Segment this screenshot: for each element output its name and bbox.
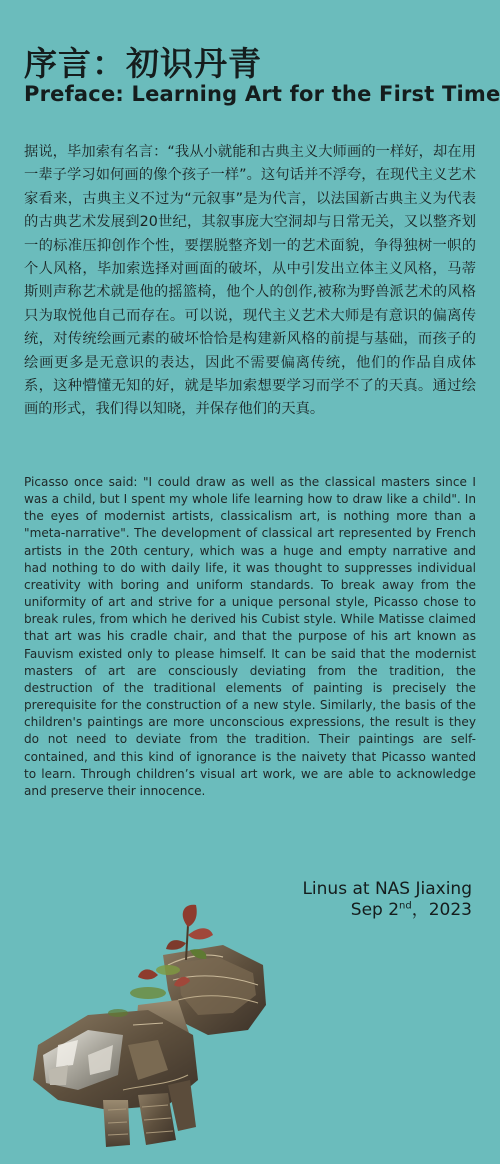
date-year: ，2023 <box>411 900 472 920</box>
sculpture-artwork-image <box>18 895 298 1155</box>
date-ordinal-suffix: nd <box>399 900 412 912</box>
body-text-english: Picasso once said: "I could draw as well as the classical masters since I was a child, but I spent my whole life learning how to draw like a child". In the eyes of modernist artists, classicalism art, is nothing more than a "meta-narrative". The development of classical art represented by French artists in the 20th century, which was a huge and empty narrative and had nothing to do with daily life, it was thought to suppresses individual creativity with boring and uniform standards. To break away from the uniformity of art and strive for a unique personal style, Picasso chose to break rules, from which he derived his Cubist style. While Matisse claimed that art was his cradle chair, and that the purpose of his art known as Fauvism existed only to please himself. It can be said that the modernist masters of art are consciously deviating from the tradition, the destruction of the traditional elements of painting is precisely the prerequisite for the construction of a new style. Similarly, the basis of the children's paintings are more unconscious expressions, the result is they do not need to deviate from the tradition. Their paintings are self-contained, and this kind of ignorance is the naivety that Picasso wanted to learn. Through children’s visual art work, we are able to acknowledge and preserve their innocence. <box>24 475 476 798</box>
page-title-english: Preface: Learning Art for the First Time <box>24 82 500 106</box>
signature-block <box>302 879 472 921</box>
date-line <box>302 900 472 921</box>
body-text-chinese: 据说，毕加索有名言：“我从小就能和古典主义大师画的一样好，却在用一辈子学习如何画的像个孩子一样”。这句话并不浮夸，在现代主义艺术家看来，古典主义不过为“元叙事”是为代言，以法国新古典主义为代表的古典艺术发展到20世纪，其叙事庞大空洞却与日常无关，又以整齐划一的标准压抑创作个性，要摆脱整齐划一的艺术面貌，争得独树一帜的个人风格，毕加索选择对画面的破坏，从中引发出立体主义风格，马蒂斯则声称艺术就是他的摇篮椅，他个人的创作,被称为野兽派艺术的风格只为取悦他自己而存在。可以说，现代主义艺术大师是有意识的偏离传统，对传统绘画元素的破坏恰恰是构建新风格的前提与基础，而孩子的绘画更多是无意识的表达，因此不需要偏离传统，他们的作品自成体系，这种懵懂无知的好，就是毕加索想要学习而学不了的天真。通过绘画的形式，我们得以知晓，并保存他们的天真。 <box>24 144 476 418</box>
page-title-chinese: 序言：初识丹青 <box>24 44 262 83</box>
date-month-day: Sep 2 <box>350 900 400 920</box>
author-line: Linus at NAS Jiaxing <box>302 879 472 899</box>
